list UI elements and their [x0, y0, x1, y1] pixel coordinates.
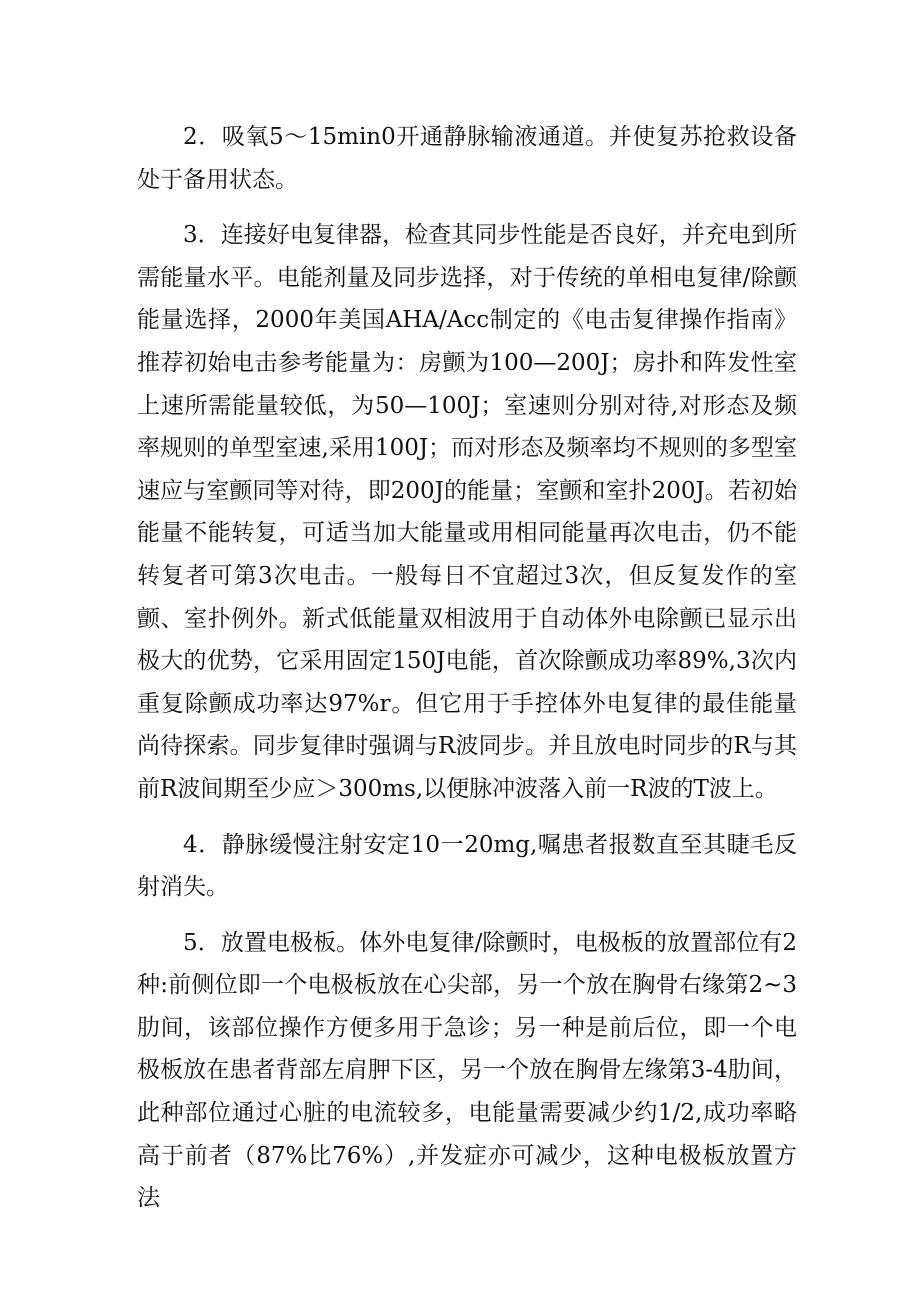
paragraph-step-5: 5．放置电极板。体外电复律/除颤时，电极板的放置部位有2种:前侧位即一个电极板放在心尖部，另一个放在胸骨右缘第2~3肋间，该部位操作方便多用于急诊；另一种是前后位，即一个电极板放在患者背部左肩胛下区，另一个放在胸骨左缘第3-4肋间，此种部位通过心脏的电流较多，电能量需要减少约1/2,成功率略高于前者（87%比76%）,并发症亦可减少，这种电极板放置方法: [137, 929, 797, 1212]
paragraph-step-3: 3．连接好电复律器，检查其同步性能是否良好，并充电到所需能量水平。电能剂量及同步选择，对于传统的单相电复律/除颤能量选择，2000年美国AHA/Acc制定的《电击复律操作指南》推荐初始电击参考能量为：房颤为100—200J；房扑和阵发性室上速所需能量较低，为50—100J；室速则分别对待,对形态及频率规则的单型室速,采用100J；而对形态及频率均不规则的多型室速应与室颤同等对待，即200J的能量；室颤和室扑200J。若初始能量不能转复，可适当加大能量或用相同能量再次电击，仍不能转复者可第3次电击。一般每日不宜超过3次，但反复发作的室颤、室扑例外。新式低能量双相波用于自动体外电除颤已显示出极大的优势，它采用固定150J电能，首次除颤成功率89%,3次内重复除颤成功率达97%r。但它用于手控体外电复律的最佳能量尚待探索。同步复律时强调与R波同步。并且放电时同步的R与其前R波间期至少应＞300ms,以便脉冲波落入前一R波的T波上。: [137, 222, 797, 802]
paragraph-step-2: 2．吸氧5～15min0开通静脉输液通道。并使复苏抢救设备处于备用状态。: [137, 124, 797, 193]
paragraph-step-4: 4．静脉缓慢注射安定10一20mg,嘱患者报数直至其睫毛反射消失。: [137, 831, 797, 901]
document-body: [137, 116, 797, 1233]
